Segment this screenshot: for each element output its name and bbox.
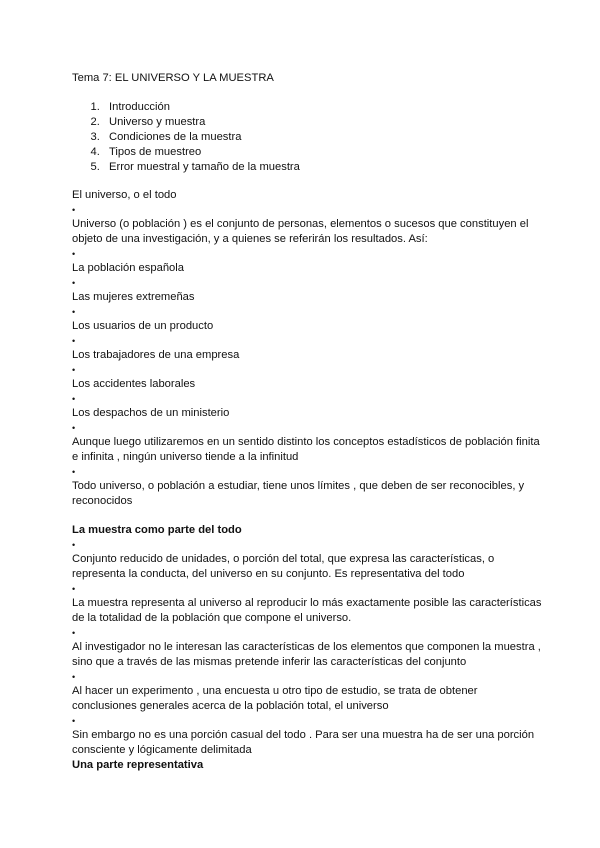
paragraph: La muestra representa al universo al reproducir lo más exactamente posible las características de la totalidad de la población que compone el universo.: [72, 597, 542, 624]
toc-item: 3. Condiciones de la muestra: [103, 130, 542, 145]
bullet-marker: •: [72, 205, 76, 215]
table-of-contents: [72, 100, 542, 175]
paragraph: Los accidentes laborales: [72, 378, 196, 390]
bullet-marker: •: [72, 365, 76, 375]
bullet-marker: •: [72, 672, 76, 682]
bullet-marker: •: [72, 249, 76, 259]
paragraph: Los usuarios de un producto: [72, 320, 214, 332]
bullet-marker: •: [72, 307, 76, 317]
toc-item: 2. Universo y muestra: [103, 115, 542, 130]
bullet-marker: •: [72, 394, 76, 404]
paragraph: Al investigador no le interesan las características de los elementos que componen la muestra , sino que a través de las mismas pretende inferir las características del conjunto: [72, 641, 541, 668]
paragraph: Las mujeres extremeñas: [72, 291, 195, 303]
paragraph: Universo (o población ) es el conjunto de personas, elementos o sucesos que constituyen el objeto de una investigación, y a quienes se referirán los resultados. Así:: [72, 218, 529, 245]
bullet-marker: •: [72, 540, 76, 550]
section-heading-representativa: Una parte representativa: [72, 759, 204, 771]
paragraph: Los trabajadores de una empresa: [72, 349, 240, 361]
paragraph: La población española: [72, 262, 184, 274]
spacer: [72, 509, 542, 523]
document-title: Tema 7: EL UNIVERSO Y LA MUESTRA: [72, 72, 274, 84]
document-content: [72, 71, 542, 773]
bullet-marker: •: [72, 336, 76, 346]
paragraph: Aunque luego utilizaremos en un sentido distinto los conceptos estadísticos de población finita e infinita , ningún universo tiende a la infinitud: [72, 436, 540, 463]
section-heading-muestra: La muestra como parte del todo: [72, 524, 242, 536]
toc-item: 4. Tipos de muestreo: [103, 145, 542, 160]
toc-item: 1. Introducción: [103, 100, 542, 115]
paragraph: Conjunto reducido de unidades, o porción del total, que expresa las características, o representa la conducta, del universo en su conjunto. Es representativa del todo: [72, 553, 495, 580]
bullet-marker: •: [72, 423, 76, 433]
bullet-marker: •: [72, 716, 76, 726]
paragraph: Sin embargo no es una porción casual del todo . Para ser una muestra ha de ser una porción consciente y lógicamente delimitada: [72, 729, 535, 756]
bullet-marker: •: [72, 467, 76, 477]
paragraph: Al hacer un experimento , una encuesta u otro tipo de estudio, se trata de obtener conclusiones generales acerca de la población total, el universo: [72, 685, 478, 712]
toc-item: 5. Error muestral y tamaño de la muestra: [103, 160, 542, 175]
paragraph: Los despachos de un ministerio: [72, 407, 230, 419]
bullet-marker: •: [72, 584, 76, 594]
bullet-marker: •: [72, 278, 76, 288]
bullet-marker: •: [72, 628, 76, 638]
section-heading-universo: El universo, o el todo: [72, 189, 177, 201]
paragraph: Todo universo, o población a estudiar, tiene unos límites , que deben de ser reconocibles, y reconocidos: [72, 480, 525, 507]
